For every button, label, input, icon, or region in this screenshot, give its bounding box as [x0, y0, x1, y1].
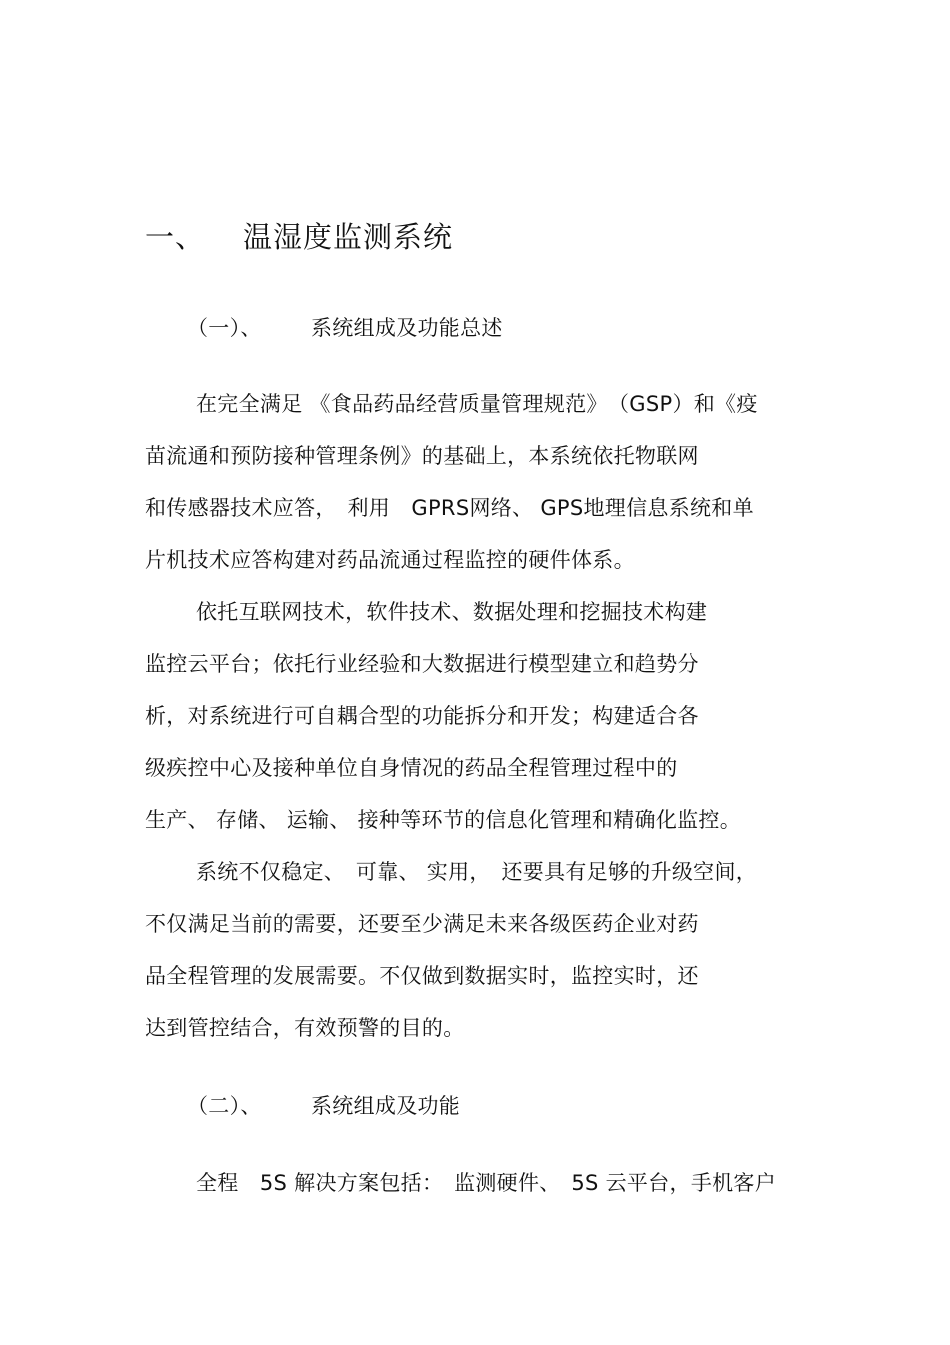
paragraph-line: 级疾控中心及接种单位自身情况的药品全程管理过程中的 [145, 756, 678, 780]
section-number: （一）、 [187, 316, 262, 340]
paragraph-line: 和传感器技术应答， 利用 GPRS网络、 GPS地理信息系统和单 [145, 496, 754, 520]
paragraph-line: 系统不仅稳定、 可靠、 实用， 还要具有足够的升级空间， [196, 860, 758, 884]
section-title: 系统组成及功能总述 [311, 316, 503, 340]
paragraph-line: 苗流通和预防接种管理条例》的基础上，本系统依托物联网 [145, 444, 699, 468]
heading-title: 温湿度监测系统 [243, 220, 454, 254]
paragraph-line: 析，对系统进行可自耦合型的功能拆分和开发；构建适合各 [145, 704, 699, 728]
paragraph-line: 全程 5S 解决方案包括： 监测硬件、 5S 云平台，手机客户 [196, 1171, 777, 1195]
section-title: 系统组成及功能 [311, 1094, 461, 1118]
paragraph-line: 在完全满足 《食品药品经营质量管理规范》 （GSP）和《疫 [196, 392, 758, 416]
paragraph-line: 片机技术应答构建对药品流通过程监控的硬件体系。 [145, 548, 635, 572]
paragraph-line: 监控云平台；依托行业经验和大数据进行模型建立和趋势分 [145, 652, 699, 676]
paragraph-line: 依托互联网技术，软件技术、数据处理和挖掘技术构建 [196, 600, 708, 624]
section-number: （二）、 [187, 1094, 262, 1118]
paragraph-line: 不仅满足当前的需要，还要至少满足未来各级医药企业对药 [145, 912, 699, 936]
paragraph-line: 品全程管理的发展需要。不仅做到数据实时，监控实时，还 [145, 964, 699, 988]
paragraph-line: 达到管控结合，有效预警的目的。 [145, 1016, 465, 1040]
paragraph-line: 生产、 存储、 运输、 接种等环节的信息化管理和精确化监控。 [145, 808, 742, 832]
heading-number: 一、 [145, 220, 206, 254]
